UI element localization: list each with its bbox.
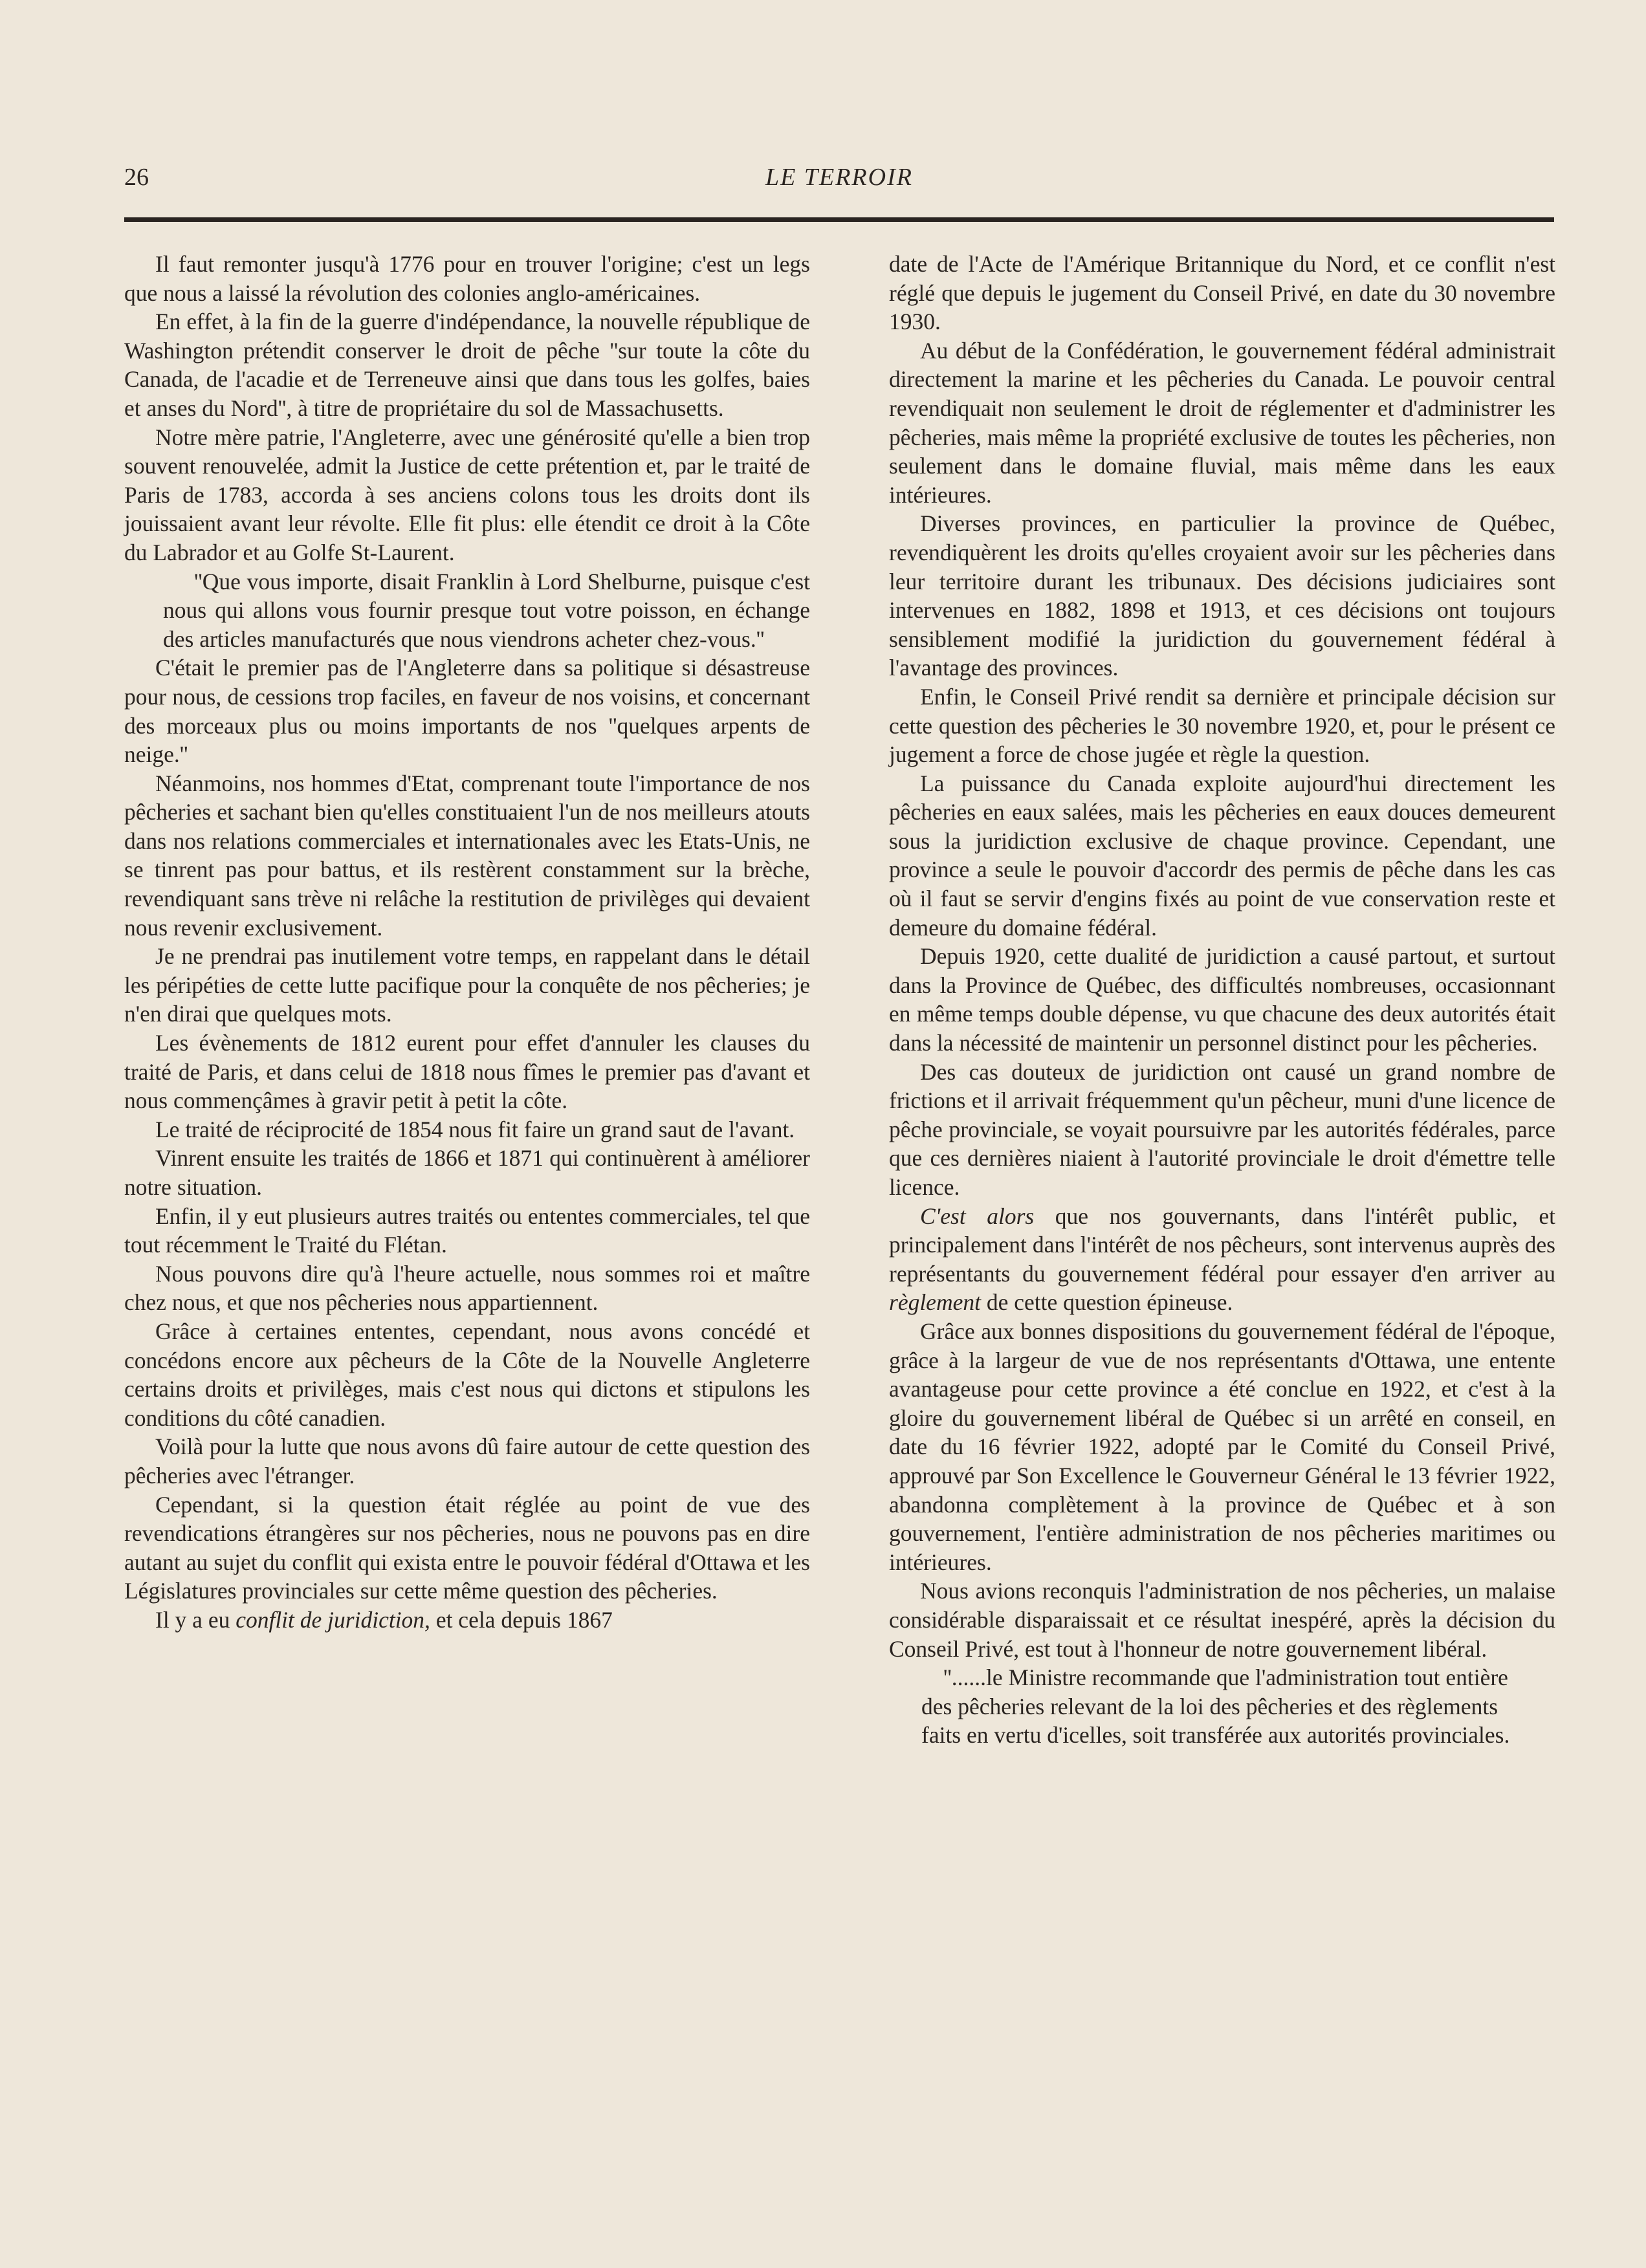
paragraph: [889, 1202, 1555, 1317]
paragraph: Des cas douteux de juridiction ont causé un grand nombre de frictions et il arrivait fréquemment qu'un pêcheur, muni d'une licence de pêche provinciale, se voyait poursuivre par les autorités fédérales, parce que ces dernières niaient à l'autorité provinciale le droit d'émettre telle licence.: [889, 1058, 1555, 1200]
right-column: [889, 250, 1555, 1750]
paragraph: Diverses provinces, en particulier la province de Québec, revendiquèrent les droits qu'elles croyaient avoir sur les pêcheries dans leur territoire durant les tribunaux. Des décisions judiciaires sont intervenues en 1882, 1898 et 1913, et ces décisions ont toujours sensiblement modifié la juridiction du gouvernement fédéral à l'avantage des provinces.: [889, 510, 1555, 681]
paragraph: Au début de la Confédération, le gouvernement fédéral administrait directement la marine et les pêcheries du Canada. Le pouvoir central revendiquait non seulement le droit de réglementer et d'administrer les pêcheries, mais même la propriété exclusive de toutes les pêcheries, non seulement dans le domaine fluvial, mais même dans les eaux intérieures.: [889, 337, 1555, 508]
paragraph: Je ne prendrai pas inutilement votre temps, en rappelant dans le détail les péripéties de cette lutte pacifique pour la conquête de nos pêcheries; je n'en dirai que quelques mots.: [124, 943, 810, 1027]
page-number: 26: [124, 164, 149, 191]
paragraph: Néanmoins, nos hommes d'Etat, comprenant toute l'importance de nos pêcheries et sachant bien qu'elles constituaient l'un de nos meilleurs atouts dans nos relations commerciales et internationales avec les Etats-Unis, ne se tinrent pas pour battus, et ils restèrent constamment sur la brèche, revendiquant sans trève ni relâche la restitution de privilèges qui devaient nous revenir exclusivement.: [124, 770, 810, 941]
emphasis: conflit de juridiction,: [236, 1606, 430, 1633]
emphasis: règlement: [889, 1289, 981, 1316]
paragraph: Depuis 1920, cette dualité de juridiction a causé partout, et surtout dans la Province de Québec, des difficultés nombreuses, occasionnant en même temps double dépense, vu que chacune des deux autorités était dans la nécessité de maintenir un personnel distinct pour les pêcheries.: [889, 943, 1555, 1056]
paragraph: Les évènements de 1812 eurent pour effet d'annuler les clauses du traité de Paris, et dans celui de 1818 nous fîmes le premier pas d'avant et nous commençâmes à gravir petit à petit la côte.: [124, 1030, 810, 1114]
paragraph: Vinrent ensuite les traités de 1866 et 1871 qui continuèrent à améliorer notre situation.: [124, 1145, 810, 1200]
running-title: LE TERROIR: [765, 164, 913, 191]
header-rule: [124, 217, 1554, 222]
emphasis: C'est alors: [920, 1203, 1035, 1229]
paragraph: Cependant, si la question était réglée au point de vue des revendications étrangères sur nos pêcheries, nous ne pouvons pas en dire autant au sujet du conflit qui exista entre le pouvoir fédéral d'Ottawa et les Législatures provinciales sur cette même question des pêcheries.: [124, 1491, 810, 1604]
text-run: de cette question épineuse.: [980, 1289, 1233, 1316]
paragraph: Il faut remonter jusqu'à 1776 pour en trouver l'origine; c'est un legs que nous a laissé la révolution des colonies anglo-américaines.: [124, 251, 810, 306]
paragraph: Nous pouvons dire qu'à l'heure actuelle, nous sommes roi et maître chez nous, et que nos pêcheries nous appartiennent.: [124, 1260, 810, 1316]
paragraph: Nous avions reconquis l'administration de nos pêcheries, un malaise considérable disparaissait et ce résultat inespéré, après la décision du Conseil Privé, est tout à l'honneur de notre gouvernement libéral.: [889, 1578, 1555, 1662]
paragraph: Grâce aux bonnes dispositions du gouvernement fédéral de l'époque, grâce à la largeur de vue de nos représentants d'Ottawa, une entente avantageuse pour cette province a été conclue en 1922, et c'est à la gloire du gouvernement libéral de Québec si un arrêté en conseil, en date du 16 février 1922, adopté par le Comité du Conseil Privé, approuvé par Son Excellence le Gouverneur Général le 13 février 1922, abandonna complètement à la province de Québec et à son gouvernement, l'entière administration de nos pêcheries maritimes ou intérieures.: [889, 1318, 1555, 1575]
minister-quote: ''......le Ministre recommande que l'administration tout entière des pêcheries relevant de la loi des pêcheries et des règlements faits en vertu d'icelles, soit transférée aux autorités provinciales.: [921, 1664, 1510, 1749]
franklin-quote: ''Que vous importe, disait Franklin à Lord Shelburne, puisque c'est nous qui allons vous fournir presque tout votre poisson, en échange des articles manufacturés que nous viendrons acheter chez-vous.'': [163, 568, 810, 652]
paragraph: Enfin, le Conseil Privé rendit sa dernière et principale décision sur cette question des pêcheries le 30 novembre 1920, et, pour le présent ce jugement a force de chose jugée et règle la question.: [889, 683, 1555, 768]
paragraph: Enfin, il y eut plusieurs autres traités ou ententes commerciales, tel que tout récemment le Traité du Flétan.: [124, 1203, 810, 1258]
paragraph: La puissance du Canada exploite aujourd'hui directement les pêcheries en eaux salées, mais les pêcheries en eaux douces demeurent sous la juridiction exclusive de chaque province. Cependant, une province a seule le pouvoir d'accordr des permis de pêche dans les cas où il faut se servir d'engins fixés au point de vue conservation reste et demeure du domaine fédéral.: [889, 770, 1555, 941]
paragraph: Le traité de réciprocité de 1854 nous fit faire un grand saut de l'avant.: [155, 1116, 795, 1142]
text-run: Il y a eu: [155, 1606, 236, 1633]
left-column: [124, 250, 810, 1635]
paragraph-continued: date de l'Acte de l'Amérique Britannique du Nord, et ce conflit n'est réglé que depuis le jugement du Conseil Privé, en date du 30 novembre 1930.: [889, 251, 1555, 335]
paragraph: C'était le premier pas de l'Angleterre dans sa politique si désastreuse pour nous, de cessions trop faciles, en faveur de nos voisins, et concernant des morceaux plus ou moins importants de nos ''quelques arpents de neige.'': [124, 655, 810, 768]
paragraph: Grâce à certaines ententes, cependant, nous avons concédé et concédons encore aux pêcheurs de la Côte de la Nouvelle Angleterre certains droits et privilèges, mais c'est nous qui dictons et stipulons les conditions du côté canadien.: [124, 1318, 810, 1431]
text-run: que nos gouvernants, dans l'intérêt public, et principalement dans l'intérêt de nos pêcheurs, sont intervenus auprès des représentants du gouvernement fédéral pour essayer d'en arriver au: [889, 1203, 1555, 1287]
paragraph: Notre mère patrie, l'Angleterre, avec une générosité qu'elle a bien trop souvent renouvelée, admit la Justice de cette prétention et, par le traité de Paris de 1783, accorda à ses anciens colons tous les droits dont ils jouissaient avant leur révolte. Elle fit plus: elle étendit ce droit à la Côte du Labrador et au Golfe St-Laurent.: [124, 424, 810, 565]
text-run: et cela depuis 1867: [430, 1606, 613, 1633]
paragraph: En effet, à la fin de la guerre d'indépendance, la nouvelle république de Washington prétendit conserver le droit de pêche ''sur toute la côte du Canada, de l'acadie et de Terreneuve ainsi que dans tous les golfes, baies et anses du Nord'', à titre de propriétaire du sol de Massachusetts.: [124, 309, 810, 421]
paragraph: Voilà pour la lutte que nous avons dû faire autour de cette question des pêcheries avec l'étranger.: [124, 1434, 810, 1488]
paragraph: [124, 1606, 810, 1635]
page-header: [124, 163, 1554, 202]
